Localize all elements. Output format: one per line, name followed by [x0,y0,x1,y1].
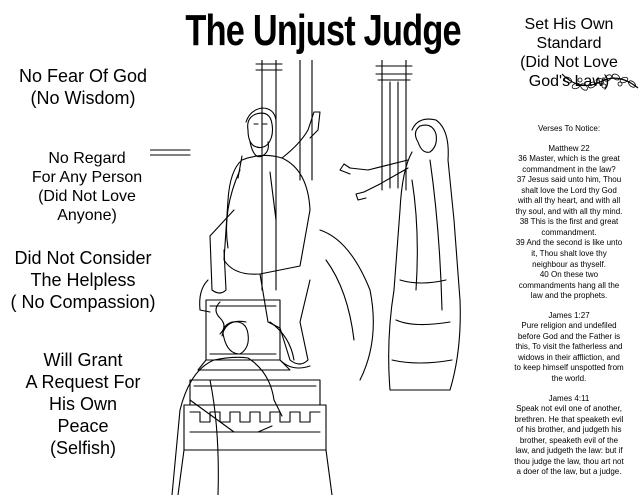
verses-panel [498,124,640,478]
verse-line: a doer of the law, but a judge. [516,467,622,477]
verse-line: commandment. [541,227,597,237]
verse-line: brethren. He that speaketh evil [514,414,624,424]
verse-line: shalt love the Lord thy God [521,185,617,195]
verse-reference: James 1:27 [548,310,590,320]
verse-line: brother, speaketh evil of the [519,435,619,445]
trait-line: (No Wisdom) [30,87,136,108]
verse-line: it, Thou shalt love thy [531,249,607,259]
verse-line: commandments hang all the [518,280,620,290]
verse-line: commandment in the law? [522,164,616,174]
trait-line: Will Grant [43,350,123,370]
trait-no-compassion [0,248,166,314]
verse-line: law and the prophets. [530,291,608,301]
verse-line: before God and the Father is [517,331,621,341]
trait-line: No Regard [48,150,126,167]
trait-line: No Fear Of God [18,66,148,86]
trait-line: God's Law) [528,72,610,90]
verse-line: with all thy heart, and with all [517,196,621,206]
verse-line: 38 This is the first and great [519,217,619,227]
verse-james-1-27 [498,311,640,385]
architecture [150,60,412,290]
trait-line: Anyone) [57,206,117,224]
trait-no-regard [4,150,170,226]
verse-line: Speak not evil one of another, [516,404,622,414]
verse-line: widows in their affliction, and [518,352,620,362]
trait-line: His Own [48,393,117,414]
verse-line: 37 Jesus said unto him, Thou [516,175,622,185]
trait-line: Did Not Consider [14,248,152,268]
verse-matthew-22 [498,144,640,302]
trait-line: Standard [536,34,602,52]
trait-no-fear-of-god [0,66,166,109]
throne [178,300,332,495]
judge-figure [200,108,320,368]
garland-icon [560,66,640,96]
trait-line: The Helpless [30,269,136,290]
verse-line: of his brother, and judgeth his [516,425,622,435]
trait-line: Peace [57,415,109,436]
trait-line: (Selfish) [49,437,116,458]
verse-line: 36 Master, which is the great [518,154,620,164]
verse-line: the world. [551,374,587,384]
verse-line: thy soul, and with all thy mind. [515,206,623,216]
verse-line: to keep himself unspotted from [514,363,624,373]
verse-line: this, To visit the fatherless and [515,342,623,352]
verse-reference: Matthew 22 [548,143,590,153]
verse-line: law, and judgeth the law: but if [515,446,623,456]
verse-reference: James 4:11 [548,393,590,403]
verse-line: 40 On these two [539,270,599,280]
verse-line: 39 And the second is like unto [515,238,623,248]
scribe-figure [172,321,282,495]
trait-line: Set His Own [524,16,614,33]
page-title: The Unjust Judge [185,6,461,55]
verse-james-4-11 [498,394,640,478]
trait-line: ( No Compassion) [10,291,156,312]
trait-line: (Did Not Love [38,187,136,205]
trait-line: For Any Person [31,168,143,186]
verse-line: neighbour as thyself. [532,259,606,269]
drapery [320,230,373,380]
trait-line: (Did Not Love [520,53,618,71]
trait-line: A Request For [25,371,141,392]
verse-line: thou judge the law, thou art not [514,456,624,466]
trait-selfish [0,350,166,460]
widow-figure [340,119,460,390]
judge-scene-illustration [150,60,490,495]
verse-line: Pure religion and undefiled [521,321,617,331]
verses-label: Verses To Notice: [537,124,601,133]
